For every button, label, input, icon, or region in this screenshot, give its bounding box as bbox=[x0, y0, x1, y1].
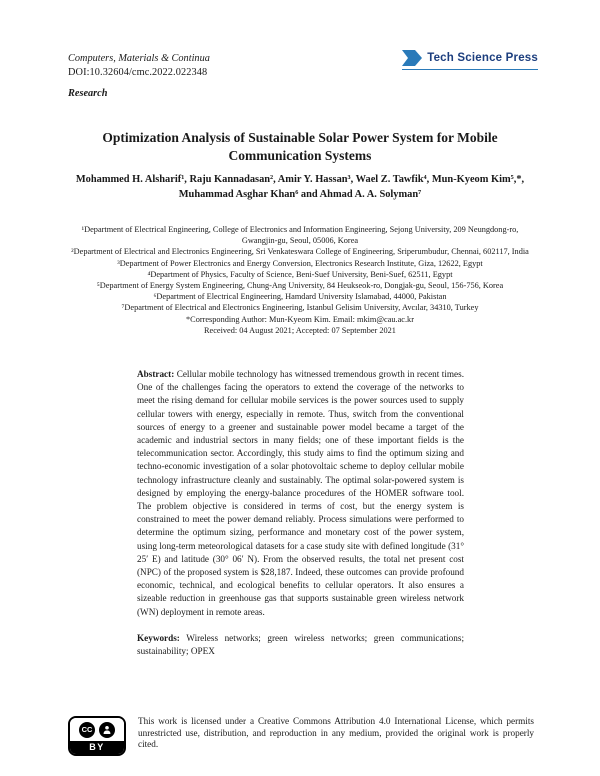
abstract-section bbox=[137, 368, 464, 658]
person-icon bbox=[99, 722, 115, 738]
affiliation-line: ¹Department of Electrical Engineering, College of Electronics and Information Engineering, Sejong University, 209 Neungdong-ro, Gwangjin-gu, Seoul, 05006, Korea bbox=[81, 225, 519, 246]
corresponding-email-link[interactable]: mkim@cau.ac.kr bbox=[357, 314, 414, 324]
correspondence-line bbox=[63, 314, 537, 325]
cc-badge-label: BY bbox=[70, 741, 124, 754]
tsp-arrow-icon bbox=[402, 50, 422, 66]
affiliation-line: ⁶Department of Electrical Engineering, Hamdard University Islamabad, 44000, Pakistan bbox=[153, 292, 447, 302]
keywords-label: Keywords: bbox=[137, 632, 180, 643]
authors-block bbox=[0, 172, 600, 202]
license-section bbox=[68, 716, 534, 756]
affiliation-line: ⁷Department of Electrical and Electronics Engineering, Istanbul Gelisim University, Avcılar, 34310, Turkey bbox=[121, 303, 479, 313]
affiliation-line: ⁵Department of Energy System Engineering, Chung-Ang University, 84 Heukseok-ro, Dongjak-gu, Seoul, 156-756, Korea bbox=[96, 281, 504, 291]
abstract-label: Abstract: bbox=[137, 369, 175, 379]
keywords-text: Wireless networks; green wireless networks; green communications; sustainability; OPEX bbox=[137, 632, 464, 657]
keywords-paragraph bbox=[137, 632, 464, 658]
affiliation-line: ²Department of Electrical and Electronics Engineering, Sri Venkateswara College of Engineering, Sriperumbudur, Chennai, 602117, India bbox=[71, 247, 529, 257]
article-type-label: Research bbox=[68, 88, 108, 99]
license-text: This work is licensed under a Creative Commons Attribution 4.0 International License, which permits unrestricted use, distribution, and reproduction in any medium, provided the original work is properly cited. bbox=[138, 716, 534, 750]
authors-line: Mohammed H. Alsharif¹, Raju Kannadasan², Amir Y. Hassan³, Wael Z. Tawfik⁴, Mun-Kyeom Kim⁵,*, bbox=[75, 174, 525, 185]
publisher-name: Tech Science Press bbox=[427, 52, 538, 64]
abstract-text: Cellular mobile technology has witnessed tremendous growth in recent times. One of the challenges facing the operators to extend the coverage of the networks to meet the rising demand for cellular mobile services is the power sources used to supply cellular towers with energy, especially in remote. Thus, switch from the conventional sources of energy to a greener and sustainable power model became a target of the academic and industrial sectors in many fields; one of these important fields is the telecommunication sector. Accordingly, this study aims to find the optimum sizing and techno-economic investigation of a solar photovoltaic scheme to deploy cellular mobile technology infrastructure cleanly and sustainably. The optimal solar-powered system is designed by employing the energy-balance procedures of the HOMER software tool. The problem objective is considered in terms of cost, but the energy system is constrained to meet the power demand reliably. Process simulations were performed to determine the optimum sizing, performance and monetary cost of the power system, using long-term meteorological datasets for a case study site with defined longitude (31° 25′ E) and latitude (30° 06′ N). From the observed results, the total net present cost (NPC) of the proposed system is $28,187. Indeed, these outcomes can provide profound economic, technical, and ecological benefits to cellular operators. It also ensures a sizeable reduction in greenhouse gas that supports sustainable green wireless network (WN) deployment in remote areas. bbox=[137, 369, 464, 617]
journal-name: Computers, Materials & Continua bbox=[68, 53, 210, 64]
cc-by-badge[interactable] bbox=[68, 716, 126, 756]
cc-icon: CC bbox=[79, 722, 95, 738]
abstract-paragraph bbox=[137, 368, 464, 619]
affiliation-line: ³Department of Power Electronics and Energy Conversion, Electronics Research Institute, Giza, 12622, Egypt bbox=[117, 258, 483, 268]
cc-badge-icons bbox=[70, 718, 124, 741]
page-header bbox=[68, 53, 210, 101]
publisher-logo bbox=[402, 50, 538, 70]
affiliation-line: ⁴Department of Physics, Faculty of Science, Beni-Suef University, Beni-Suef, 62511, Egypt bbox=[147, 269, 453, 279]
authors-line: Muhammad Asghar Khan⁶ and Ahmad A. A. Solyman⁷ bbox=[178, 189, 422, 200]
correspondence-prefix: *Corresponding Author: Mun-Kyeom Kim. Email: bbox=[186, 314, 358, 324]
paper-title: Optimization Analysis of Sustainable Solar Power System for Mobile Communication Systems bbox=[102, 130, 498, 163]
affiliations-block bbox=[63, 224, 537, 336]
dates-line: Received: 04 August 2021; Accepted: 07 September 2021 bbox=[204, 325, 396, 335]
doi-text: DOI:10.32604/cmc.2022.022348 bbox=[68, 66, 208, 78]
